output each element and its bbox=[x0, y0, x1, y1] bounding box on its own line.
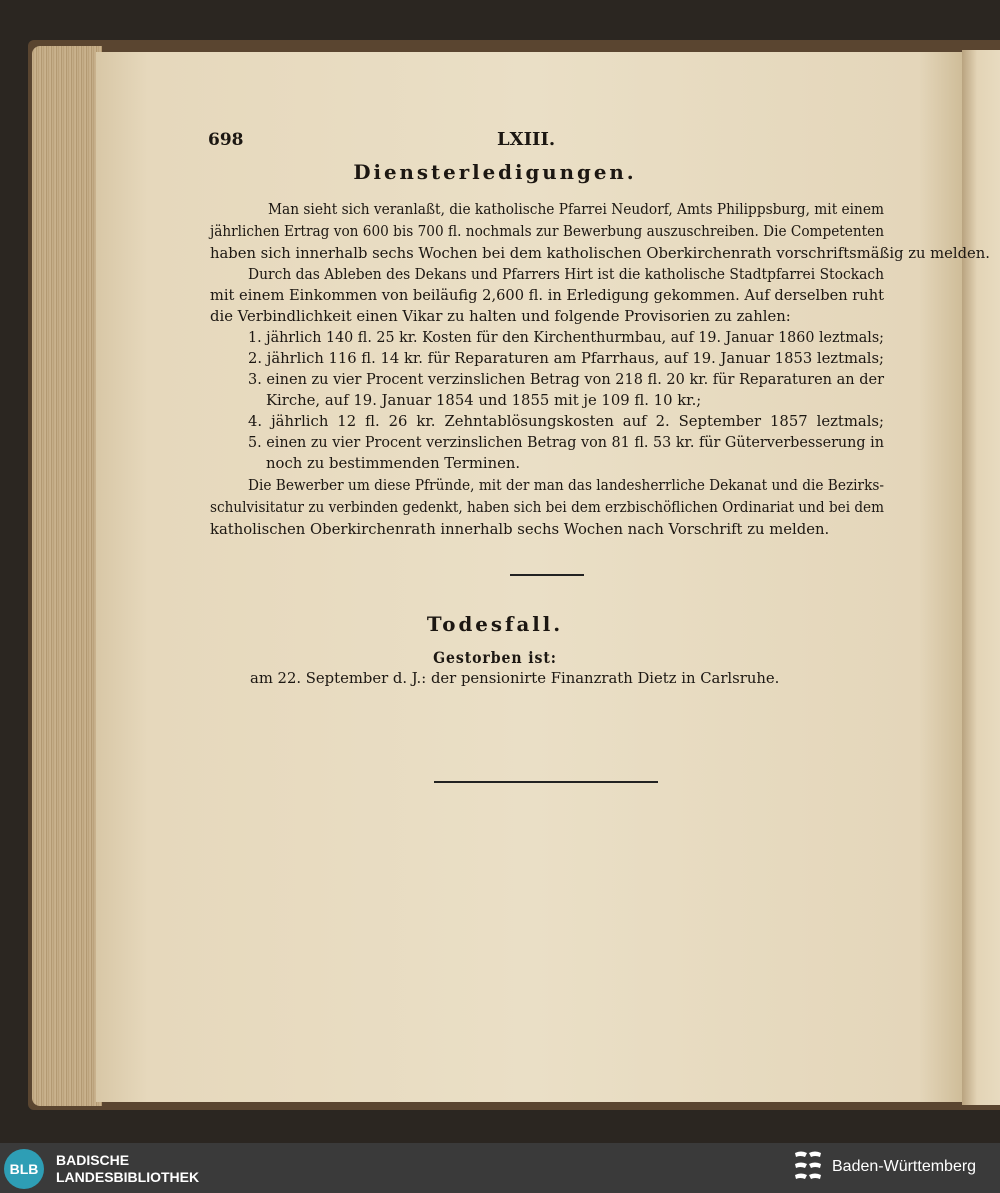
library-name-line2: LANDESBIBLIOTHEK bbox=[56, 1169, 200, 1185]
list-item: 5. einen zu vier Procent verzinslichen Betrag von 81 fl. 53 kr. für Güterverbesserung in bbox=[248, 434, 884, 451]
paragraph-line: Durch das Ableben des Dekans und Pfarrers Hirt ist die katholische Stadtpfarrei Stockach bbox=[248, 266, 884, 283]
page-edges bbox=[32, 46, 102, 1106]
facing-page-edge bbox=[962, 50, 1000, 1105]
footer-bar bbox=[0, 1143, 1000, 1193]
paragraph-line: Die Bewerber um diese Pfründe, mit der man das landesherrliche Dekanat und die Bezirks- bbox=[248, 477, 884, 494]
list-item-continuation: noch zu bestimmenden Terminen. bbox=[266, 455, 521, 472]
list-item-continuation: Kirche, auf 19. Januar 1854 und 1855 mit je 109 fl. 10 kr.; bbox=[266, 392, 702, 409]
paragraph-line: mit einem Einkommen von beiläufig 2,600 fl. in Erledigung gekommen. Auf derselben ruht bbox=[210, 287, 884, 304]
list-item: 2. jährlich 116 fl. 14 kr. für Reparaturen am Pfarrhaus, auf 19. Januar 1853 leztmals; bbox=[248, 350, 884, 367]
state-name[interactable]: Baden-Württemberg bbox=[832, 1158, 977, 1175]
section-title-todesfall: Todesfall. bbox=[426, 612, 564, 636]
section-title-diensterledigungen: Diensterledigungen. bbox=[353, 160, 637, 184]
paragraph-line: Man sieht sich veranlaßt, die katholische Pfarrei Neudorf, Amts Philippsburg, mit einem bbox=[268, 201, 884, 218]
paragraph-line: haben sich innerhalb sechs Wochen bei dem katholischen Oberkirchenrath vorschriftsmäßig zu melden. bbox=[210, 245, 990, 262]
list-item: 4. jährlich 12 fl. 26 kr. Zehntablösungskosten auf 2. September 1857 leztmals; bbox=[248, 413, 884, 430]
death-notice-entry: am 22. September d. J.: der pensionirte Finanzrath Dietz in Carlsruhe. bbox=[250, 670, 780, 687]
paragraph-line: die Verbindlichkeit einen Vikar zu halten und folgende Provisorien zu zahlen: bbox=[210, 308, 791, 325]
list-item: 1. jährlich 140 fl. 25 kr. Kosten für den Kirchenthurmbau, auf 19. Januar 1860 leztmals; bbox=[248, 329, 884, 346]
paragraph-line: schulvisitatur zu verbinden gedenkt, haben sich bei dem erzbischöflichen Ordinariat und bei dem bbox=[210, 499, 884, 516]
baden-wuerttemberg-emblem-icon bbox=[792, 1149, 824, 1187]
section-divider bbox=[510, 574, 584, 576]
paragraph-line: katholischen Oberkirchenrath innerhalb sechs Wochen nach Vorschrift zu melden. bbox=[210, 521, 830, 538]
blb-logo[interactable]: BLB bbox=[4, 1149, 44, 1189]
paragraph-line: jährlichen Ertrag von 600 bis 700 fl. nochmals zur Bewerbung auszuschreiben. Die Competenten bbox=[210, 223, 884, 240]
chapter-number: LXIII. bbox=[497, 129, 556, 150]
list-item: 3. einen zu vier Procent verzinslichen Betrag von 218 fl. 20 kr. für Reparaturen an der bbox=[248, 371, 884, 388]
page-number: 698 bbox=[208, 130, 244, 150]
subsection-title: Gestorben ist: bbox=[433, 648, 557, 667]
end-divider bbox=[434, 781, 658, 783]
library-name-line1: BADISCHE bbox=[56, 1152, 130, 1168]
